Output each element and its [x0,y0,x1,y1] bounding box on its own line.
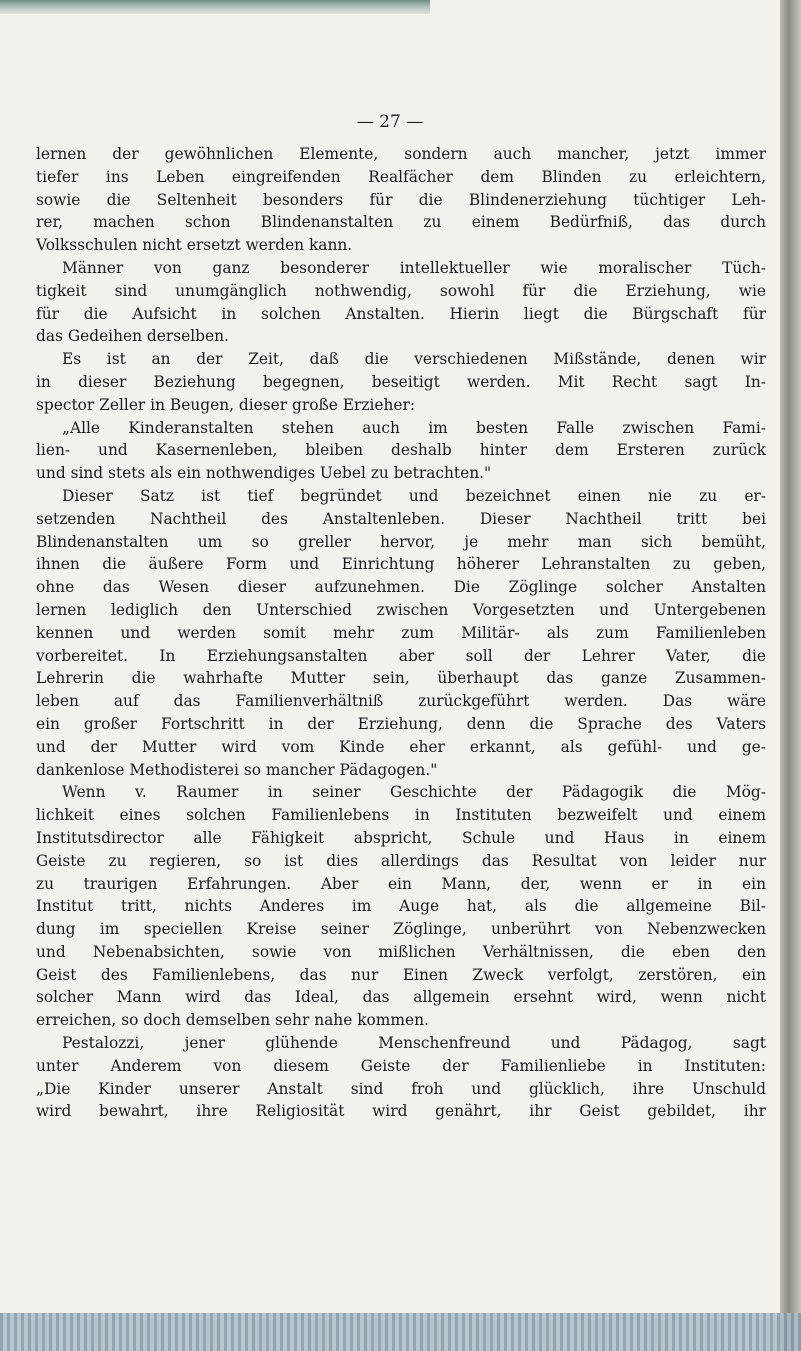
text-line: „Die Kinder unserer Anstalt sind froh und glücklich, ihre Unschuld [36,1079,766,1098]
text-line: wird bewahrt, ihre Religiosität wird genährt, ihr Geist gebildet, ihr [36,1102,766,1121]
text-line: in dieser Beziehung begegnen, beseitigt werden. Mit Recht sagt In- [36,372,766,391]
text-line: tiefer ins Leben eingreifenden Realfächer dem Blinden zu erleichtern, [36,167,766,186]
text-line: das Gedeihen derselben. [36,327,229,346]
text-line: sowie die Seltenheit besonders für die Blindenerziehung tüchtiger Leh- [36,190,766,209]
text-line: lernen der gewöhnlichen Elemente, sondern auch mancher, jetzt immer [36,145,766,163]
text-line: Dieser Satz ist tief begründet und bezeichnet einen nie zu er- [62,486,766,505]
text-line: vorbereitet. In Erziehungsanstalten aber soll der Lehrer Vater, die [36,646,766,665]
text-line: und Nebenabsichten, sowie von mißlichen Verhältnissen, die eben den [36,942,766,961]
body-text [36,143,766,1123]
text-line: lernen lediglich den Unterschied zwischen Vorgesetzten und Untergebenen [36,600,766,619]
text-line: ein großer Fortschritt in der Erziehung, denn die Sprache des Vaters [36,714,766,733]
text-line: ihnen die äußere Form und Einrichtung höherer Lehranstalten zu geben, [36,555,766,574]
scan-bottom-band [0,1313,801,1351]
text-line: Geiste zu regieren, so ist dies allerdings das Resultat von leider nur [36,851,766,870]
text-line: Volksschulen nicht ersetzt werden kann. [36,236,353,255]
text-line: ohne das Wesen dieser aufzunehmen. Die Zöglinge solcher Anstalten [36,578,766,597]
text-line: rer, machen schon Blindenanstalten zu einem Bedürfniß, das durch [36,213,766,232]
text-line: spector Zeller in Beugen, dieser große Erzieher: [36,395,416,414]
text-line: unter Anderem von diesem Geiste der Familienliebe in Instituten: [36,1056,766,1075]
text-line: dung im speciellen Kreise seiner Zöglinge, unberührt von Nebenzwecken [36,920,766,939]
text-line: dankenlose Methodisterei so mancher Pädagogen." [36,760,438,779]
page-top-edge [0,0,430,14]
text-line: tigkeit sind unumgänglich nothwendig, sowohl für die Erziehung, wie [36,281,766,300]
text-line: und sind stets als ein nothwendiges Uebel zu betrachten." [36,464,492,483]
text-line: Geist des Familienlebens, das nur Einen Zweck verfolgt, zerstören, ein [36,965,766,984]
text-line: Blindenanstalten um so greller hervor, je mehr man sich bemüht, [36,532,766,551]
text-line: Männer von ganz besonderer intellektueller wie moralischer Tüch- [62,258,766,277]
text-line: Institutsdirector alle Fähigkeit abspricht, Schule und Haus in einem [36,828,766,847]
page-number: — 27 — [356,112,424,132]
text-line: Wenn v. Raumer in seiner Geschichte der Pädagogik die Mög- [62,783,766,802]
text-line: Es ist an der Zeit, daß die verschiedenen Mißstände, denen wir [62,350,766,369]
page-binding-shadow [780,0,801,1351]
text-line: lien- und Kasernenleben, bleiben deshalb hinter dem Ersteren zurück [36,441,766,460]
text-line: erreichen, so doch demselben sehr nahe kommen. [36,1011,429,1030]
text-line: setzenden Nachtheil des Anstaltenleben. Dieser Nachtheil tritt bei [36,509,766,528]
text-line: Lehrerin die wahrhafte Mutter sein, überhaupt das ganze Zusammen- [36,669,766,688]
text-line: leben auf das Familienverhältniß zurückgeführt werden. Das wäre [36,692,766,711]
text-line: „Alle Kinderanstalten stehen auch im besten Falle zwischen Fami- [62,418,766,437]
text-line: solcher Mann wird das Ideal, das allgemein ersehnt wird, wenn nicht [36,988,766,1007]
text-line: lichkeit eines solchen Familienlebens in Instituten bezweifelt und einem [36,806,766,825]
text-line: zu traurigen Erfahrungen. Aber ein Mann, der, wenn er in ein [36,874,766,893]
text-line: Pestalozzi, jener glühende Menschenfreund und Pädagog, sagt [62,1034,766,1053]
text-line: für die Aufsicht in solchen Anstalten. Hierin liegt die Bürgschaft für [36,304,766,323]
text-line: Institut tritt, nichts Anderes im Auge hat, als die allgemeine Bil- [36,897,766,916]
text-line: kennen und werden somit mehr zum Militär- als zum Familienleben [36,623,766,642]
text-line: und der Mutter wird vom Kinde eher erkannt, als gefühl- und ge- [36,737,766,756]
